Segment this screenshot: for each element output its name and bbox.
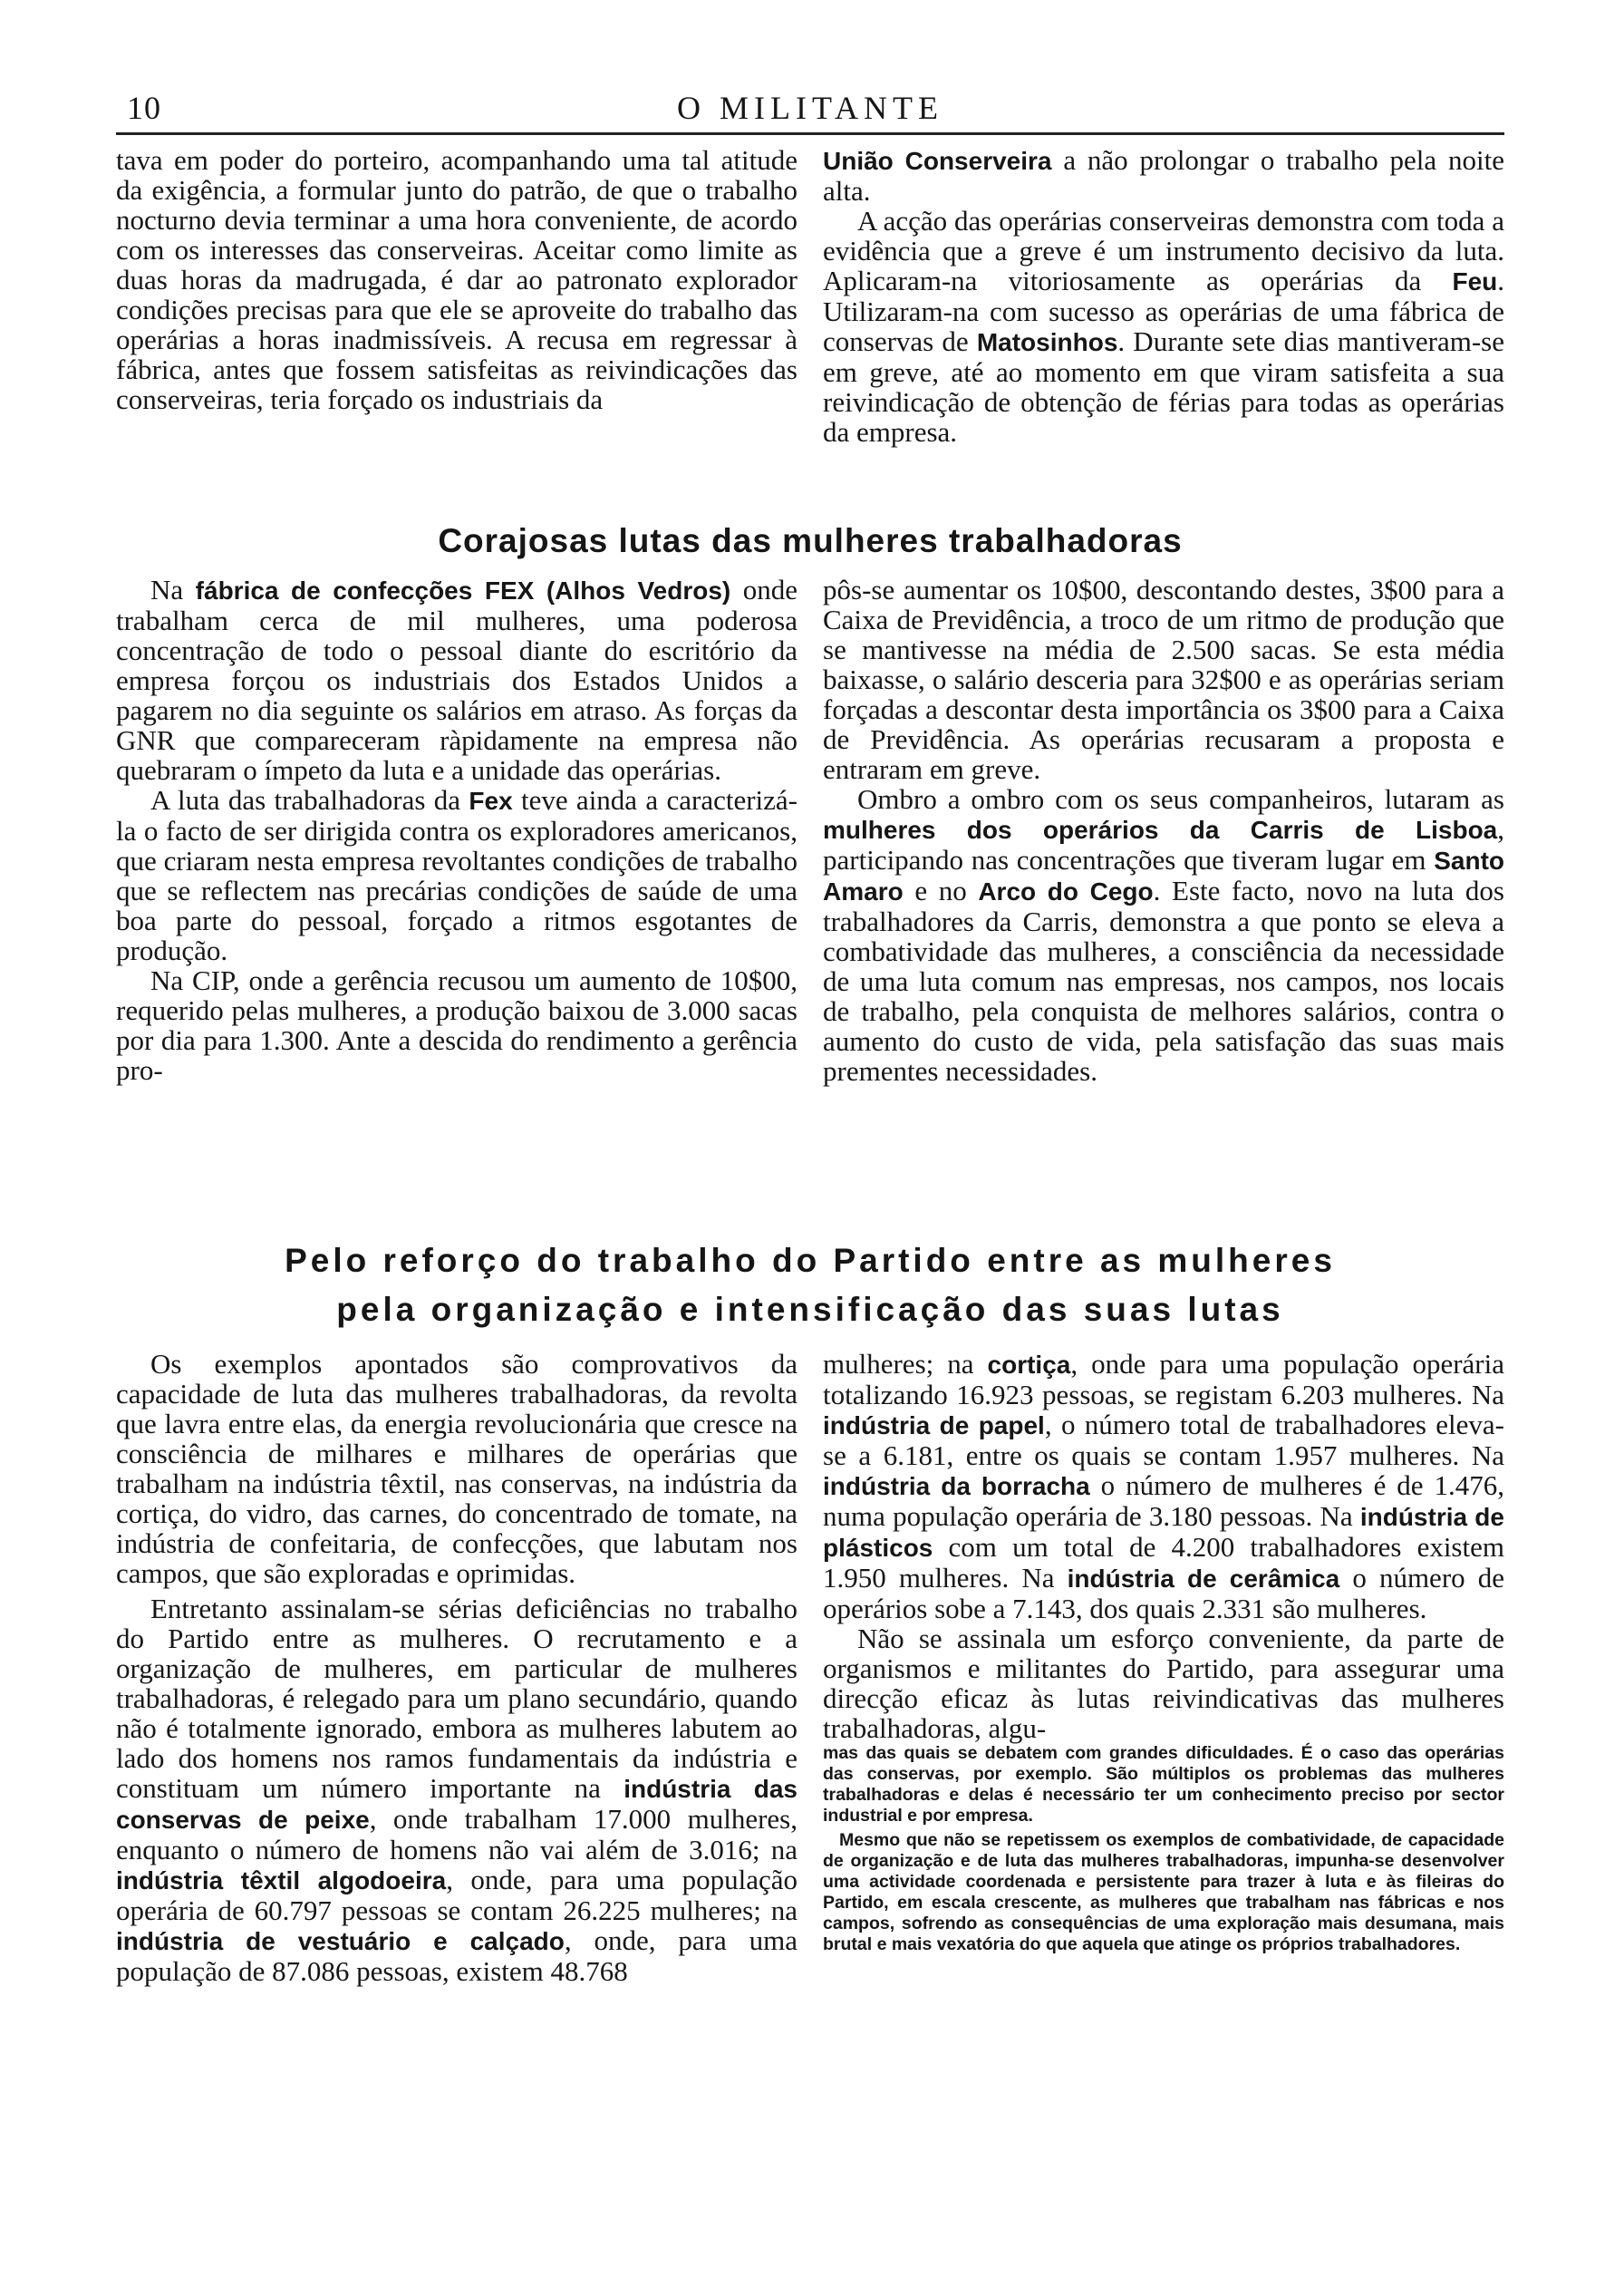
text-run: onde trabalham cerca de mil mulheres, uma poderosa concentração de todo o pessoal diante do escritório da empresa forçou os industriais dos Estados Unidos a pagarem no dia seguinte os salários em atraso. As forças da GNR que compareceram ràpidamente na empresa não quebraram o ímpeto da luta e a unidade das operárias. — [116, 574, 798, 786]
paragraph-small-bold: mas das quais se debatem com grandes dificuldades. É o caso das operárias das conservas, por exemplo. São múltiplos os problemas das mulheres trabalhadoras e delas é necessário ter um conhecimento preciso por sector industrial e por empresa. — [823, 1743, 1504, 1826]
column-left — [116, 575, 798, 1085]
text-run: , o número total de trabalhadores eleva-se a 6.181, entre os quais se contam 1.957 mulheres. Na — [823, 1409, 1504, 1471]
paragraph — [823, 145, 1504, 206]
text-run: , onde, para uma população operária de 60.797 pessoas se contam 26.225 mulheres; na — [116, 1864, 798, 1926]
text-run: Na — [150, 574, 196, 606]
bold-term: Arco do Cego — [978, 877, 1154, 906]
text-run: A acção das operárias conserveiras demonstra com toda a evidência que a greve é um instrumento decisivo da luta. Aplicaram-na vitoriosamente as operárias da — [823, 205, 1504, 296]
journal-title: O MILITANTE — [676, 90, 944, 126]
bold-term: Feu — [1452, 267, 1498, 296]
bold-term: Santo Amaro — [823, 847, 1504, 906]
text-run: , onde trabalham 17.000 mulheres, enquanto o número de homens não vai além de 3.016; na — [116, 1803, 798, 1865]
column-right — [823, 575, 1504, 1086]
paragraph: pôs-se aumentar os 10$00, descontando destes, 3$00 para a Caixa de Previdência, a troco de um ritmo de produção que se mantivesse na média de 2.500 sacas. Se esta média baixasse, o salário desceria para 32$00 e as operárias seriam forçadas a descontar desta importância os 3$00 para a Caixa de Previdência. As operárias recusaram a proposta e entraram em greve. — [823, 574, 1504, 785]
text-run: o número de mulheres é de 1.476, numa população operária de 3.180 pessoas. Na — [823, 1469, 1504, 1532]
text-run: com um total de 4.200 trabalhadores existem 1.950 mulheres. Na — [823, 1531, 1504, 1594]
bold-term: mulheres dos operários da Carris de Lisboa — [823, 816, 1498, 844]
text-run: . Este facto, novo na luta dos trabalhadores da Carris, demonstra a que ponto se eleva a combatividade das mulheres, a consciência da necessidade de uma luta comum nas empresas, nos campos, nos locais de trabalho, pela conquista de melhores salários, contra o aumento do custo de vida, pela satisfação das suas mais prementes necessidades. — [823, 875, 1504, 1087]
paragraph: Na CIP, onde a gerência recusou um aumento de 10$00, requerido pelas mulheres, a produção baixou de 3.000 sacas por dia para 1.300. Ante a descida do rendimento a gerência pro- — [116, 964, 798, 1086]
bold-term: indústria de papel — [823, 1411, 1045, 1439]
paragraph: Não se assinala um esforço conveniente, da parte de organismos e militantes do Partido, para assegurar uma direcção eficaz às lutas reivindicativas das mulheres trabalhadoras, algu- — [823, 1623, 1504, 1744]
bold-term: indústria de vestuário e calçado — [116, 1927, 565, 1955]
column-left — [116, 1349, 798, 1986]
column-right — [823, 1349, 1504, 1955]
column-left — [116, 145, 798, 414]
page-header — [116, 89, 1504, 132]
text-run: o número de operários sobe a 7.143, dos quais 2.331 são mulheres. — [823, 1562, 1505, 1624]
section-heading: pela organização e intensificação das suas lutas — [336, 1291, 1284, 1328]
text-run: , onde, para uma população de 87.086 pessoas, existem 48.768 — [116, 1924, 798, 1987]
text-run: mulheres; na — [823, 1348, 988, 1380]
paragraph — [116, 785, 798, 965]
bold-term: Fex — [469, 787, 513, 815]
paragraph: tava em poder do porteiro, acompanhando uma tal atitude da exigência, a formular junto do patrão, de que o trabalho nocturno devia terminar a uma hora conveniente, de acordo com os interesses das conserveiras. Aceitar como limite as duas horas da madrugada, é dar ao patronato explorador condições precisas para que ele se aproveite do trabalho das operárias a horas inadmissíveis. A recusa em regressar à fábrica, antes que fossem satisfeitas as reivindicações das conserveiras, teria forçado os industriais da — [116, 144, 798, 415]
bold-term: indústria têxtil algodoeira — [116, 1866, 447, 1894]
page-number: 10 — [127, 90, 161, 126]
text-run: . Durante sete dias mantiveram-se em greve, até ao momento em que viram satisfeita a sua reivindicação de obtenção de férias para todas as operárias da empresa. — [823, 325, 1504, 448]
text-run: a não prolongar o trabalho pela noite alta. — [823, 144, 1504, 207]
bold-term: Matosinhos — [976, 328, 1118, 356]
section-heading: Corajosas lutas das mulheres trabalhadoras — [438, 522, 1183, 559]
bold-term: cortiça — [987, 1351, 1071, 1379]
paragraph — [116, 1594, 798, 1986]
text-run: , onde para uma população operária totalizando 16.923 pessoas, se registam 6.203 mulheres. Na — [823, 1348, 1504, 1410]
text-run: , participando nas concentrações que tiveram lugar em — [823, 813, 1504, 876]
text-run: Ombro a ombro com os seus companheiros, lutaram as — [857, 783, 1504, 815]
paragraph — [823, 206, 1504, 447]
text-run: e no — [903, 875, 979, 906]
text-run: A luta das trabalhadoras da — [150, 784, 469, 816]
text-run: teve ainda a caracterizá-la o facto de ser dirigida contra os exploradores americanos, que criaram nesta empresa revoltantes condições de trabalho que se reflectem nas precárias condições de saúde de uma boa parte do pessoal, forçado a ritmos esgotantes de produção. — [116, 784, 798, 966]
paragraph — [823, 1349, 1504, 1623]
paragraph — [823, 784, 1504, 1086]
bold-term: União Conserveira — [823, 147, 1052, 175]
bold-term: indústria das conservas de peixe — [116, 1775, 798, 1834]
bold-term: indústria de plásticos — [823, 1503, 1504, 1562]
header-rule — [116, 132, 1504, 135]
paragraph — [116, 575, 798, 785]
text-run: Entretanto assinalam-se sérias deficiências no trabalho do Partido entre as mulheres. O recrutamento e a organização de mulheres, em particular de mulheres trabalhadoras, é relegado para um plano secundário, quando não é totalmente ignorado, embora as mulheres labutem ao lado dos homens nos ramos fundamentais da indústria e constituam um número importante na — [116, 1593, 798, 1804]
paragraph: Os exemplos apontados são comprovativos da capacidade de luta das mulheres trabalhadoras, da revolta que lavra entre elas, da energia revolucionária que cresce na consciência de milhares e milhares de operárias que trabalham na indústria têxtil, nas conservas, na indústria da cortiça, do vidro, das carnes, do concentrado de tomate, na indústria de confeitaria, de confecções, que labutam nos campos, que são exploradas e oprimidas. — [116, 1348, 798, 1589]
bold-term: fábrica de confecções FEX (Alhos Vedros) — [195, 577, 731, 605]
bold-term: indústria de cerâmica — [1067, 1565, 1340, 1593]
bold-term: indústria da borracha — [823, 1472, 1090, 1500]
section-heading: Pelo reforço do trabalho do Partido entre as mulheres — [285, 1242, 1336, 1279]
text-run: . Utilizaram-na com sucesso as operárias de uma fábrica de conservas de — [823, 265, 1504, 357]
column-right — [823, 145, 1504, 447]
paragraph-small-bold: Mesmo que não se repetissem os exemplos de combatividade, de capacidade de organização e de luta das mulheres trabalhadoras, impunha-se desenvolver uma actividade coordenada e persistente para trazer à luta e às fileiras do Partido, em escala crescente, as mulheres que trabalham nas fábricas e nos campos, sofrendo as consequências de uma exploração mais desumana, mais brutal e mais vexatória do que aquela que atinge os próprios trabalhadores. — [823, 1830, 1504, 1954]
